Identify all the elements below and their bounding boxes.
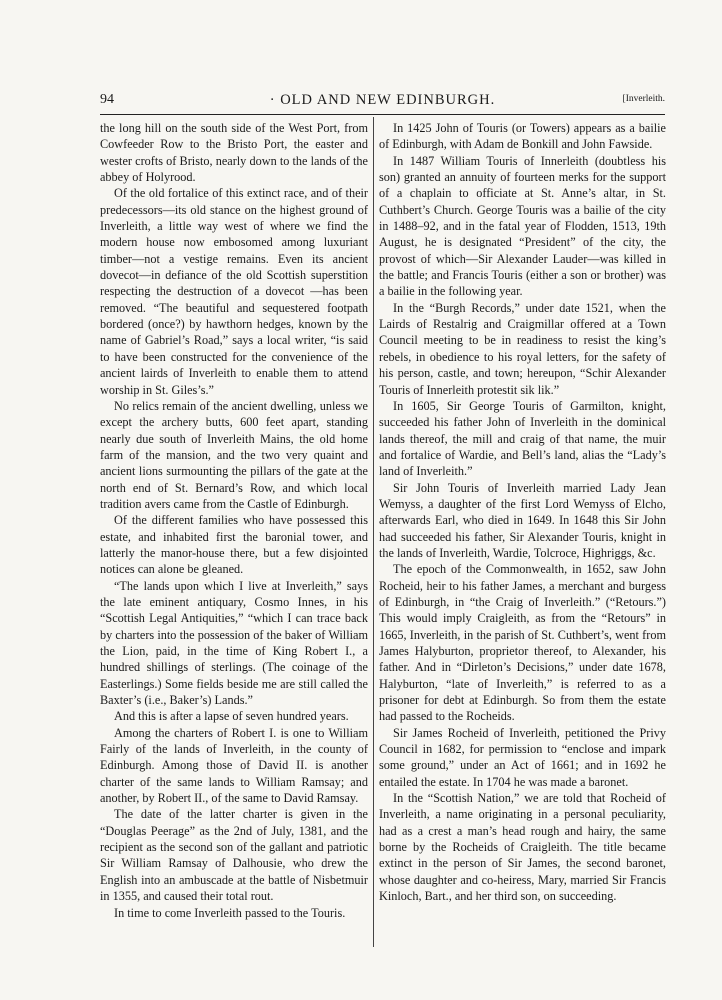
page-number: 94 (100, 92, 114, 107)
paragraph: Sir John Touris of Inverleith married Lady Jean Wemyss, a daughter of the first Lord Wemyss of Elcho, afterwards Earl, who died in 1649. In 1648 this Sir John had succeeded his father, Sir Alexander Touris, knight in the lands of Inverleith, Wardie, Tolcroce, Highriggs, &c. (379, 480, 666, 560)
paragraph: The epoch of the Commonwealth, in 1652, saw John Rocheid, heir to his father James, a merchant and burgess of Edinburgh, in “the Craig of Inverleith.” (“Retours.”) This would imply Craigleith, as from the “Retours” in 1665, Inverleith, in the parish of St. Cuthbert’s, went from James Halyburton, proprietor thereof, to Alexander, his father. And in “Dirleton’s Decisions,” under date 1678, Halyburton, “late of Inverleith,” is referred to as a prisoner for debt at Edinburgh. So from them the estate had passed to the Rocheids. (379, 562, 666, 724)
paragraph: In 1487 William Touris of Innerleith (doubtless his son) granted an annuity of fourteen merks for the support of a chaplain to officiate at St. Anne’s altar, in St. Cuthbert’s Church. George Touris was a bailie of the city in 1488–92, and in the fatal year of Flodden, 1513, 19th August, he is designated “President” of the city, the provost of which—Sir Alexander Lauder—was killed in the battle; and Francis Touris (either a son or brother) was a bailie in the following year. (379, 153, 666, 299)
paragraph: Of the different families who have possessed this estate, and inhabited first the baronial tower, and latterly the manor-house there, but a few disjointed notices can alone be gleaned. (100, 513, 368, 577)
column-divider (373, 117, 374, 947)
paragraph: And this is after a lapse of seven hundred years. (114, 709, 349, 724)
page-header (100, 92, 665, 114)
right-column (379, 120, 666, 905)
left-column (100, 120, 368, 921)
paragraph: In time to come Inverleith passed to the Touris. (114, 905, 346, 920)
paragraph: “The lands upon which I live at Inverleith,” says the late eminent antiquary, Cosmo Innes, in his “Scottish Legal Antiquities,” “which I can trace back by charters into the possession of the baker of William the Lion, paid, in the time of King Robert I., a hundred shillings of sterlings. (The coinage of the Easterlings.) Some fields beside me are still called the Baxter’s (i.e., Baker’s) Lands.” (100, 578, 368, 708)
paragraph: the long hill on the south side of the West Port, from Cowfeeder Row to the Bristo Port, the easter and wester crofts of Bristo, nearly down to the lands of the abbey of Holyrood. (100, 121, 368, 185)
paragraph: In 1605, Sir George Touris of Garmilton, knight, succeeded his father John of Inverleith in the dominical lands thereof, the mill and craig of that name, the muir and fortalice of Wardie, and Bell’s land, alias the “Lady’s land of Inverleith.” (379, 398, 666, 479)
paragraph: In 1425 John of Touris (or Towers) appears as a bailie of Edinburgh, with Adam de Bonkill and John Fawside. (379, 121, 666, 152)
header-rule (100, 114, 665, 115)
paragraph: Of the old fortalice of this extinct race, and of their predecessors—its old stance on the highest ground of Inverleith, a little way west of where we find the modern house now embosomed among luxuriant timber—not a vestige remains. Even its ancient dovecot—in defiance of the old Scottish superstition respecting the destruction of a dovecot —has been removed. “The beautiful and sequestered footpath bordered (once?) by hawthorn hedges, known by the name of Gabriel’s Road,” says a local writer, “is said to have been constructed for the convenience of the ancient lairds of Inverleith to enable them to attend worship in St. Giles’s.” (100, 186, 368, 397)
book-title: · OLD AND NEW EDINBURGH. (269, 92, 496, 108)
paragraph: In the “Scottish Nation,” we are told that Rocheid of Inverleith, a name originating in a personal peculiarity, had as a crest a man’s head rough and hairy, the same borne by the Rocheids of Craigleith. The title became extinct in the person of Sir James, the second baronet, whose daughter and co-heiress, Mary, married Sir Francis Kinloch, Bart., and her third son, on succeeding. (379, 791, 666, 904)
paragraph: The date of the latter charter is given in the “Douglas Peerage” as the 2nd of July, 1381, and the recipient as the second son of the gallant and patriotic Sir William Ramsay of Dalhousie, who drew the English into an ambuscade at the battle of Nisbetmuir in 1355, and caused their total rout. (100, 807, 368, 904)
paragraph: No relics remain of the ancient dwelling, unless we except the archery butts, 600 feet apart, standing nearly due south of Inverleith Mains, the old home farm of the mansion, and the two very quaint and ancient lions surmounting the pillars of the gate at the north end of St. Bernard’s Row, and which local tradition avers came from the Castle of Edinburgh. (100, 398, 368, 511)
paragraph: In the “Burgh Records,” under date 1521, when the Lairds of Restalrig and Craigmillar offered at a Town Council meeting to be in readiness to resist the king’s rebels, in obedience to his royal letters, for the safety of his person, castle, and town; hereupon, “Schir Alexander Touris of Innerleith protestit sik lik.” (379, 300, 666, 397)
running-head: [Inverleith. (622, 94, 665, 104)
paragraph: Sir James Rocheid of Inverleith, petitioned the Privy Council in 1682, for permission to “enclose and impark some ground,” under an Act of 1661; and in 1692 he entailed the estate. In 1704 he was made a baronet. (379, 725, 666, 789)
paragraph: Among the charters of Robert I. is one to William Fairly of the lands of Inverleith, in the county of Edinburgh. Among those of David II. is another charter of the same lands to William Ramsay; and another, by Robert II., of the same to David Ramsay. (100, 725, 368, 806)
